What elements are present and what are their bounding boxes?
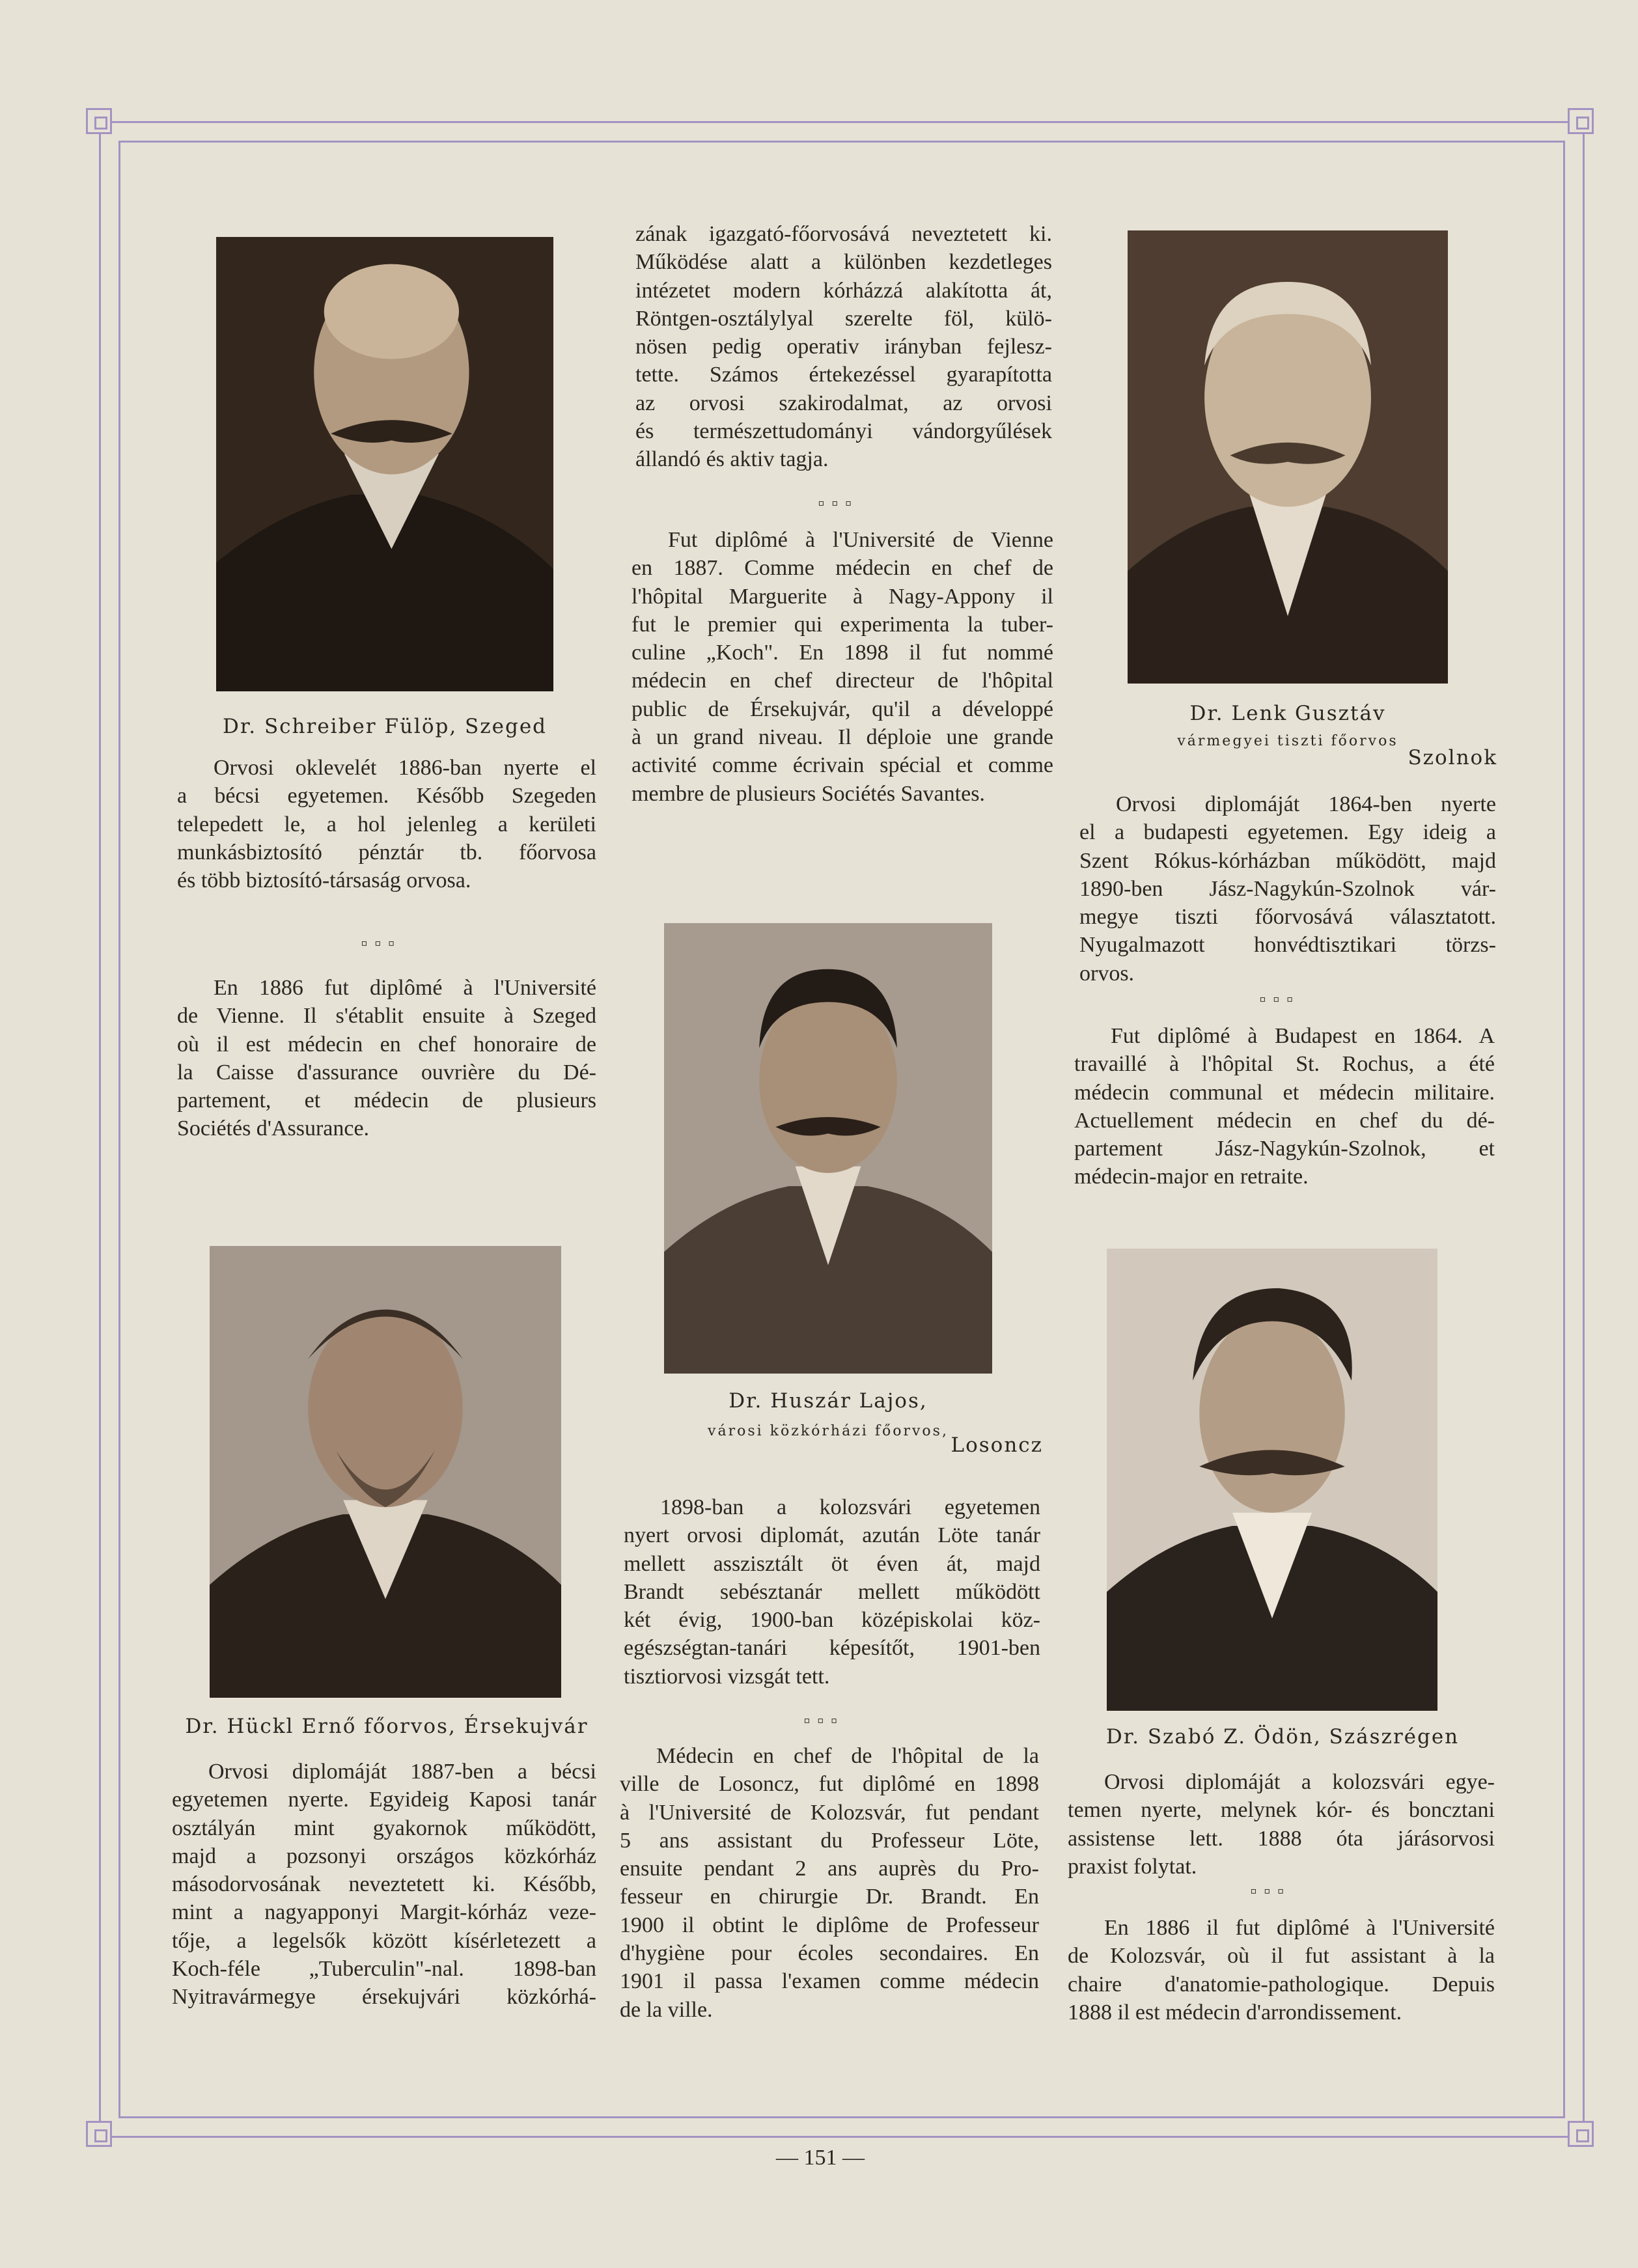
text-lenk-fr: Fut diplômé à Budapest en 1864. A travaillé à l'hôpital St. Rochus, a été médecin communal et médecin militaire. Actuellement médecin en chef du dé- partement Jász-Nagykún-Szolnok, et médecin-major en retraite.: [1074, 1024, 1495, 1189]
corner-ornament: [1568, 108, 1594, 134]
caption-huckl: Dr. Hückl Ernő főorvos, Érsekujvár: [185, 1715, 589, 1738]
ornament: ▫▫▫: [1250, 1884, 1291, 1898]
ornament: ▫▫▫: [818, 496, 859, 510]
caption-huszar-place: Losoncz: [951, 1433, 1043, 1457]
caption-szabo: Dr. Szabó Z. Ödön, Szászrégen: [1105, 1725, 1460, 1749]
text-schreiber-fr: En 1886 fut diplômé à l'Université de Vienne. Il s'établit ensuite à Szeged où il est médecin en chef honoraire de la Caisse d'assurance ouvrière du Dé- partement, et médecin de plusieurs Sociétés d'Assurance.: [177, 976, 596, 1141]
ornament: ▫▫▫: [1259, 992, 1300, 1006]
text-huckl-fr: Fut diplômé à l'Université de Vienne en 1887. Comme médecin en chef de l'hôpital Marguerite à Nagy-Appony il fut le premier qui experimenta la tuber- culine „Koch". En 1898 il fut nommé médecin en chef directeur de l'hôpital public de Érsekujvár, qu'il a développé à un grand niveau. Il déploie une grande activité comme écrivain spécial et comme membre de plusieurs Sociétés Savantes.: [632, 528, 1053, 806]
caption-lenk: Dr. Lenk Gusztáv: [1189, 702, 1386, 725]
text-huckl-hu-cont: zának igazgató-főorvosává neveztetett ki. Működése alatt a különben kezdetleges intézetet modern kórházzá alakította át, Röntgen-osztálylyal szerelte föl, külö- nösen pedig operativ irányban fejlesz- tette. Számos értekezéssel gyarapította az orvosi szakirodalmat, az orvosi és természettudományi vándorgyűlések állandó és aktiv tagja.: [635, 222, 1052, 472]
ornament: ▫▫▫: [361, 936, 402, 950]
text-huckl-hu: Orvosi diplomáját 1887-ben a bécsi egyetemen nyerte. Egyideig Kaposi tanár osztályán mint gyakornok működött, majd a pozsonyi országos közkórház másodorvosának neveztetett ki. Később, mint a nagyapponyi Margit-kórház veze- tője, a legelsők között kísérletezett a Koch-féle „Tuberculin"-nal. 1898-ban Nyitravármegye érsekujvári közkórhá-: [172, 1760, 596, 2010]
text-huszar-hu: 1898-ban a kolozsvári egyetemen nyert orvosi diplomát, azután Löte tanár mellett asszisztált öt éven át, majd Brandt sebésztanár mellett működött két évig, 1900-ban középiskolai köz- egészségtan-tanári képesítőt, 1901-ben tisztiorvosi vizsgát tett.: [624, 1495, 1040, 1689]
caption-huszar-title: városi közkórházi főorvos,: [708, 1423, 949, 1439]
caption-lenk-place: Szolnok: [1408, 746, 1497, 769]
text-lenk-hu: Orvosi diplomáját 1864-ben nyerte el a budapesti egyetemen. Egy ideig a Szent Rókus-kórházban működött, majd 1890-ben Jász-Nagykún-Szolnok vár- megye tiszti főorvosává választatott. Nyugalmazott honvédtisztikari törzs- orvos.: [1079, 792, 1496, 986]
portrait-lenk: [1128, 230, 1448, 684]
caption-huszar: Dr. Huszár Lajos,: [729, 1389, 928, 1413]
ornament: ▫▫▫: [803, 1713, 844, 1727]
text-szabo-hu: Orvosi diplomáját a kolozsvári egye- temen nyerte, melynek kór- és boncztani assistense lett. 1888 óta járásorvosi praxist folytat.: [1068, 1770, 1495, 1879]
text-huszar-fr: Médecin en chef de l'hôpital de la ville de Losoncz, fut diplômé en 1898 à l'Université de Kolozsvár, fut pendant 5 ans assistant du Professeur Löte, ensuite pendant 2 ans auprès du Pro- fesseur en chirurgie Dr. Brandt. En 1900 il obtint le diplôme de Professeur d'hygiène pour écoles secondaires. En 1901 il passa l'examen comme médecin de la ville.: [620, 1744, 1039, 2022]
text-szabo-fr: En 1886 il fut diplômé à l'Université de Kolozsvár, où il fut assistant à la chaire d'anatomie-pathologique. Depuis 1888 il est médecin d'arrondissement.: [1068, 1916, 1495, 2025]
portrait-huckl: [210, 1246, 561, 1698]
caption-lenk-title: vármegyei tiszti főorvos: [1177, 733, 1398, 749]
portrait-szabo: [1107, 1249, 1437, 1711]
corner-ornament: [86, 108, 112, 134]
portrait-schreiber: [216, 237, 553, 691]
caption-schreiber: Dr. Schreiber Fülöp, Szeged: [222, 715, 548, 738]
text-schreiber-hu: Orvosi oklevelét 1886-ban nyerte el a bécsi egyetemen. Később Szegeden telepedett le, a hol jelenleg a kerületi munkásbiztosító pénztár tb. főorvosa és több biztosító-társaság orvosa.: [177, 756, 596, 893]
portrait-huszar: [664, 923, 992, 1374]
corner-ornament: [86, 2121, 112, 2147]
page-number: — 151 —: [776, 2146, 865, 2170]
corner-ornament: [1568, 2121, 1594, 2147]
